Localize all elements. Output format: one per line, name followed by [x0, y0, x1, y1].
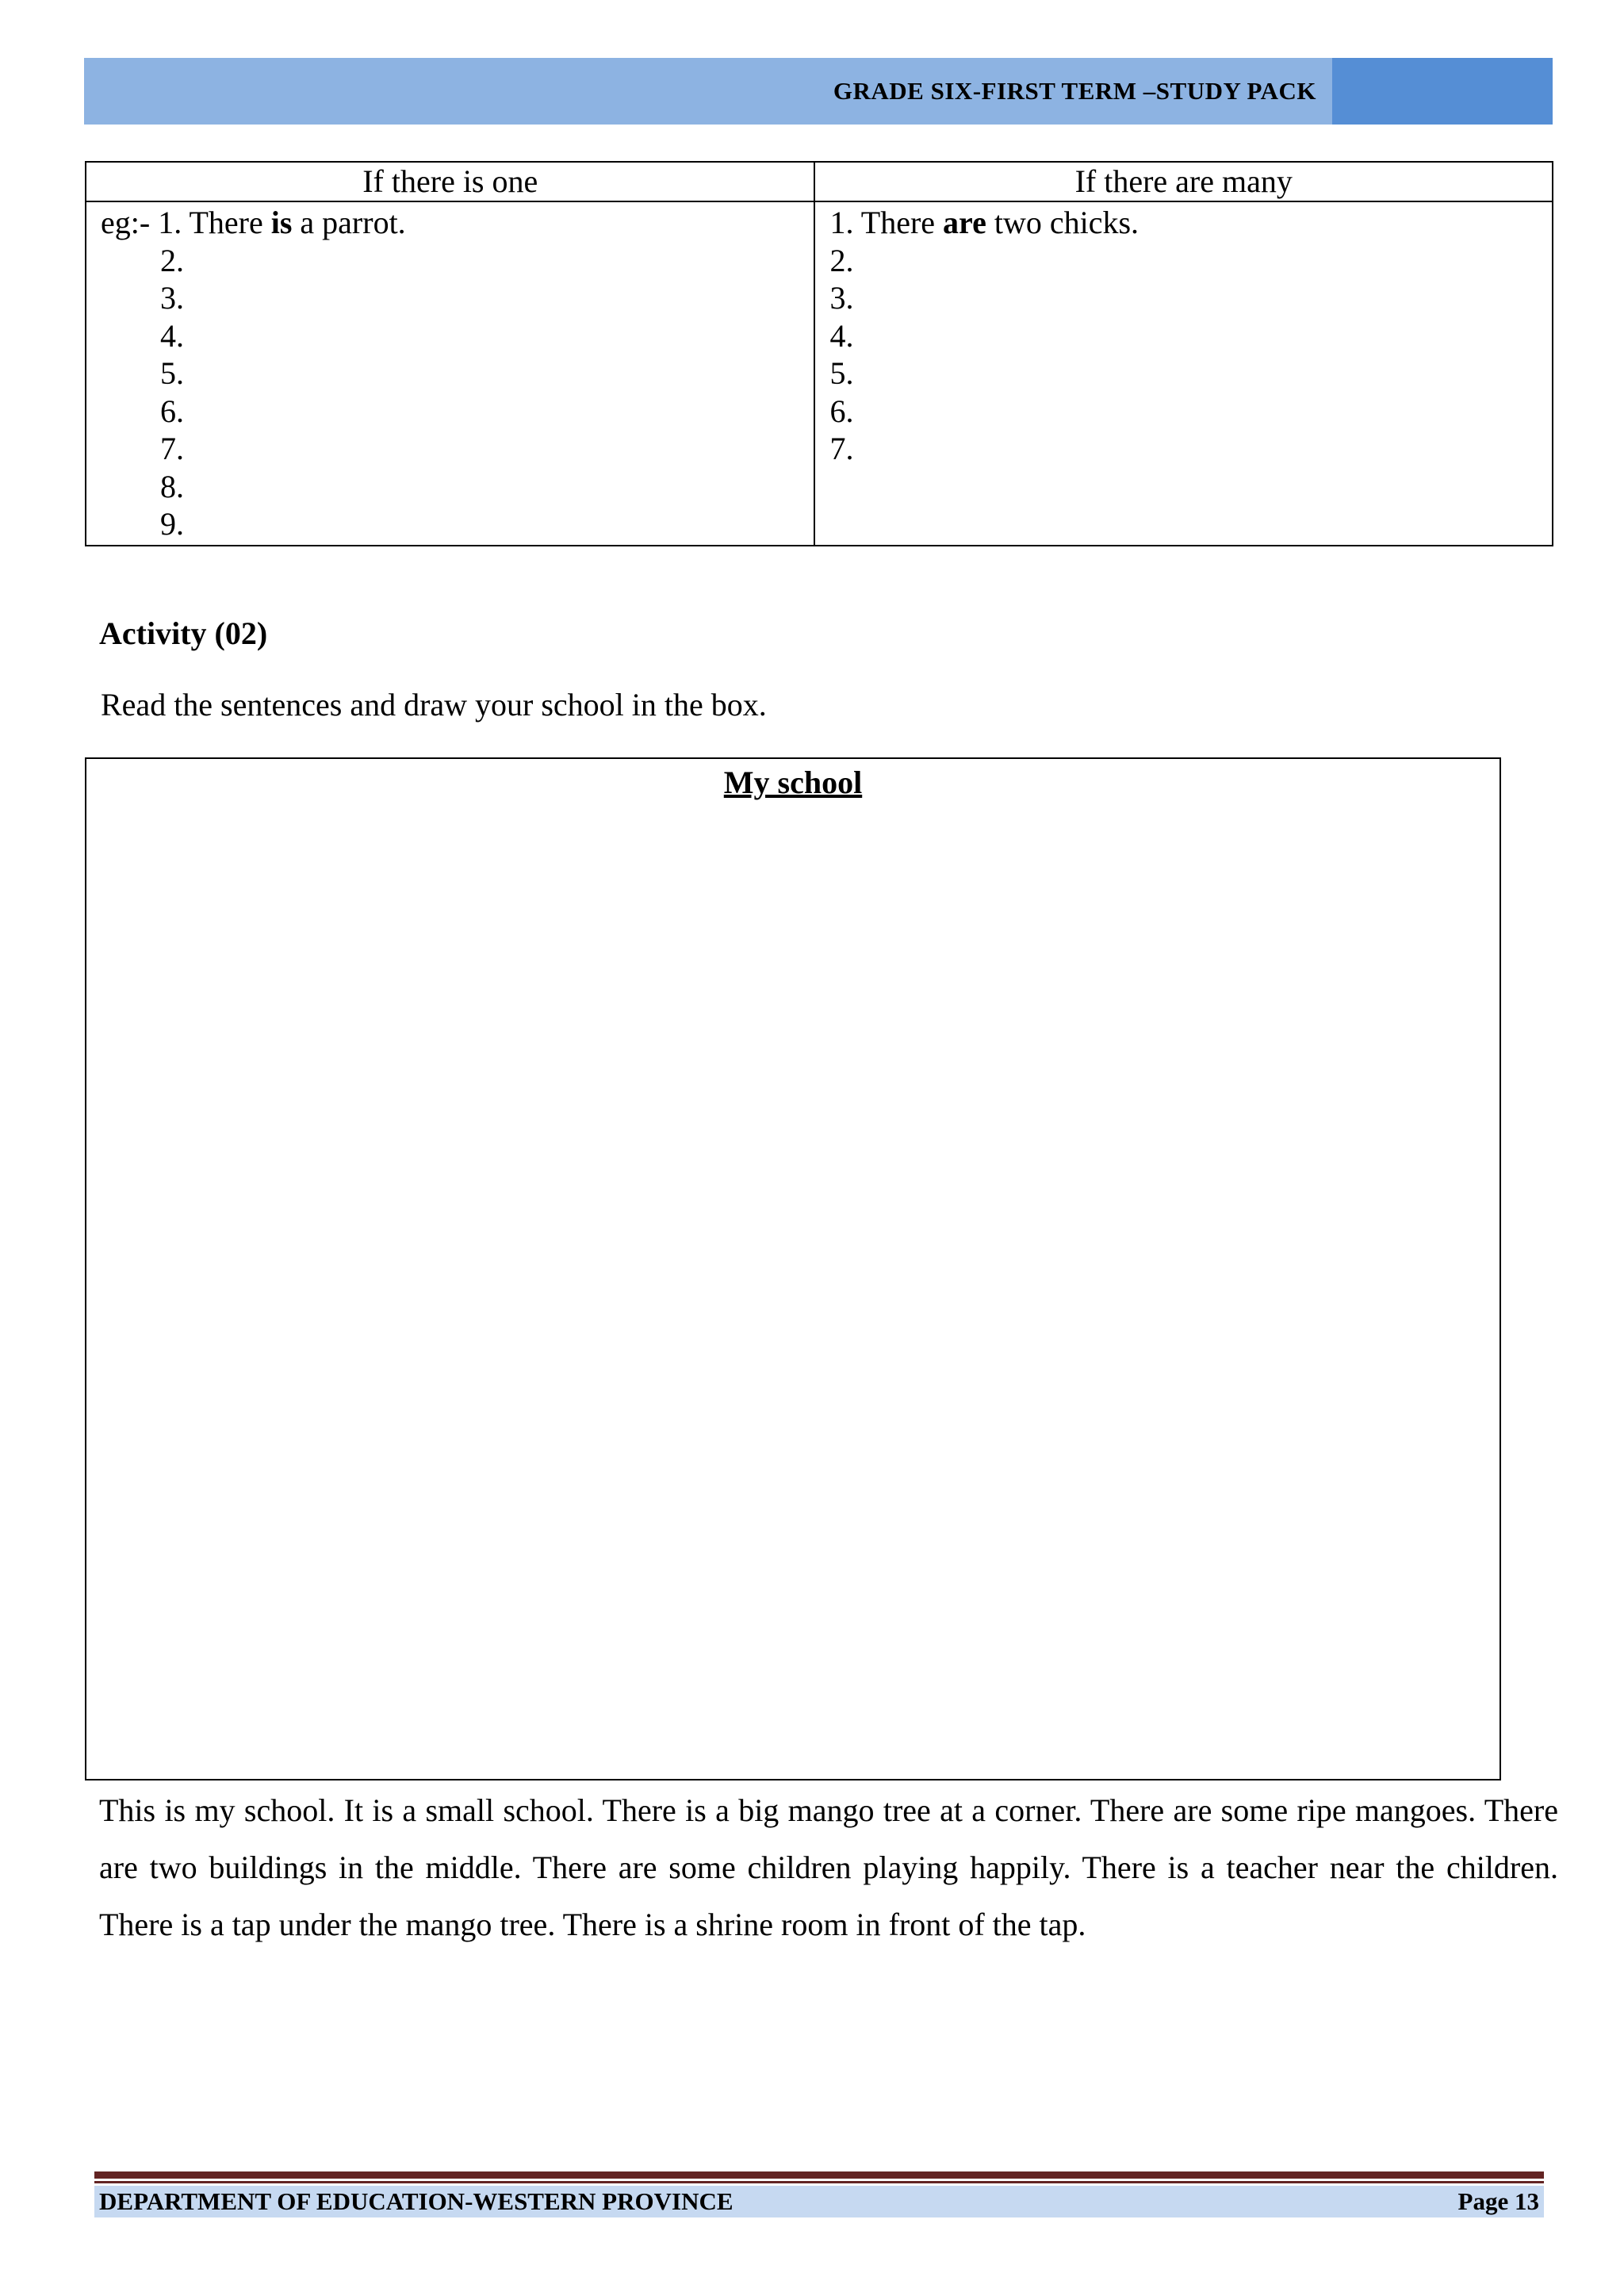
- list-item-number: 6.: [160, 393, 184, 429]
- activity-instruction: Read the sentences and draw your school in the box.: [101, 687, 767, 723]
- list-item-number: 2.: [160, 242, 184, 278]
- list-item-number: 5.: [160, 355, 184, 391]
- list-item-number: 3.: [160, 280, 184, 316]
- column-header-many: If there are many: [814, 162, 1553, 201]
- plural-column: [814, 201, 1553, 546]
- plural-example: 1. There are two chicks.: [829, 205, 1139, 240]
- footer-department: DEPARTMENT OF EDUCATION-WESTERN PROVINCE: [99, 2187, 733, 2215]
- list-item-number: 8.: [160, 468, 184, 504]
- column-header-one: If there is one: [86, 162, 814, 201]
- list-item-number: 3.: [829, 280, 854, 316]
- list-item-number: 4.: [829, 317, 854, 354]
- list-item-number: 6.: [829, 393, 854, 429]
- list-item-number: 5.: [829, 355, 854, 391]
- footer-divider: [94, 2171, 1544, 2179]
- footer-divider-thin: [94, 2181, 1544, 2183]
- page-header: [84, 58, 1553, 125]
- activity-title: Activity (02): [99, 615, 268, 651]
- drawing-box-title: My school: [723, 765, 863, 800]
- list-item-number: 9.: [160, 506, 184, 542]
- list-item-number: 7.: [829, 431, 854, 466]
- list-item-number: 4.: [160, 317, 184, 354]
- list-item-number: 2.: [829, 242, 854, 278]
- reading-passage: This is my school. It is a small school. There is a big mango tree at a corner. There are some ripe mangoes. There are two buildings in the middle. There are some children playing happily. There is a teacher near the children. There is a tap under the mango tree. There is a shrine room in front of the tap.: [99, 1792, 1558, 1942]
- header-title: GRADE SIX-FIRST TERM –STUDY PACK: [833, 77, 1316, 105]
- singular-example: eg:- 1. There is a parrot.: [101, 205, 406, 240]
- header-accent-block: [1332, 58, 1553, 125]
- drawing-box[interactable]: [85, 757, 1501, 1780]
- list-item-number: 7.: [160, 431, 184, 466]
- singular-column: [86, 201, 814, 546]
- page-footer: [94, 2186, 1544, 2217]
- page-number: Page 13: [1457, 2187, 1539, 2215]
- is-are-table: [85, 161, 1553, 546]
